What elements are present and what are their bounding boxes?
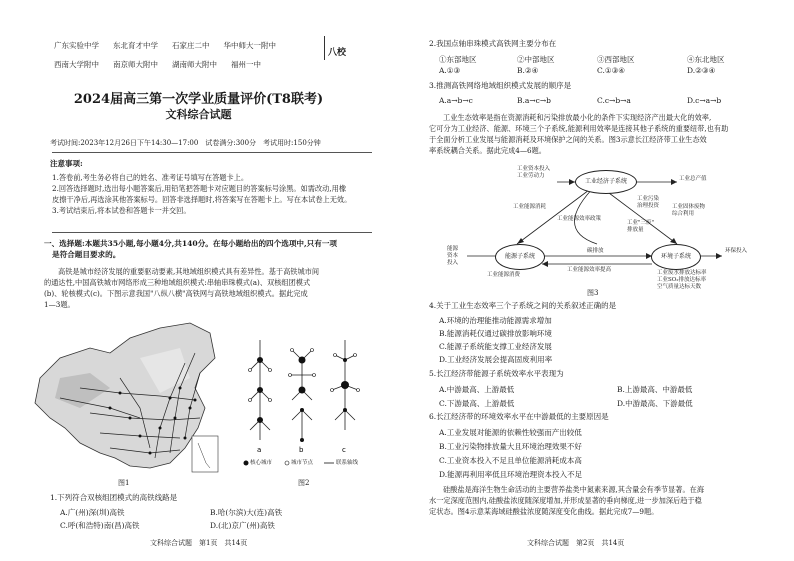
subject-title: 文科综合试题 — [165, 108, 232, 121]
label-gross-output: 工业总产值 — [679, 176, 707, 182]
q2-option-d[interactable]: D.②③④ — [687, 66, 716, 75]
q2-item-2: ②中部地区 — [517, 55, 555, 64]
label-waste-utilization: 工业固体废物 综合利用 — [672, 204, 706, 217]
q4-option-c[interactable]: C.能源子系统能支撑工业经济发展 — [439, 342, 552, 351]
legend-city-node: 城市节点 — [291, 460, 314, 466]
q3-option-b[interactable]: B.a→c→b — [517, 96, 551, 105]
school-name: 南京师大附中 — [113, 60, 158, 69]
node-energy: 能源子系统 — [495, 244, 545, 270]
q2-option-b[interactable]: B.②④ — [517, 66, 539, 75]
section-heading — [44, 238, 337, 260]
svg-text:c: c — [342, 446, 346, 454]
label-three-wastes: 工业"三废" 排放量 — [627, 220, 655, 233]
q2-option-c[interactable]: C.①③④ — [597, 66, 626, 75]
q5-stem: 5.长江经济带能源子系统效率水平表现为 — [429, 369, 564, 378]
q2-stem: 2.我国点轴串珠模式高铁网主要分布在 — [429, 39, 557, 48]
q3-option-d[interactable]: D.c→a→b — [687, 96, 722, 105]
passage-line: 它可分为工业经济、能源、环境三个子系统,能源利用效率是连接其他子系统的重要纽带,也有助 — [429, 124, 729, 133]
q5-option-a[interactable]: A.中游最高、上游最低 — [439, 385, 515, 394]
label-efficiency-improve: 工业能源效率提高 — [567, 267, 612, 273]
coupling-diagram — [447, 164, 748, 290]
node-environment: 环境子系统 — [651, 244, 701, 270]
q4-option-b[interactable]: B.能源消耗仅通过碳排放影响环境 — [439, 329, 552, 338]
divider — [52, 232, 372, 233]
q1-option-c[interactable]: C.呼(和浩特)南(昌)高铁 — [60, 521, 140, 530]
page-footer: 文科综合试题 第2页 共14页 — [527, 539, 625, 547]
note-line: 3.考试结束后,将本试卷和答题卡一并交回。 — [52, 206, 191, 215]
notes-title: 注意事项: — [50, 159, 83, 168]
q5-option-d[interactable]: D.中游最高、下游最低 — [617, 399, 693, 408]
passage-line: 定状态。图4示意某海域硅酸盐浓度随深度变化曲线。据此完成7—9题。 — [429, 507, 659, 516]
q5-option-c[interactable]: C.下游最高、上游最低 — [439, 399, 515, 408]
passage-line: (b)、轮核模式(c)。下图示意我国"八纵八横"高铁网与高铁地域组织模式。据此完成 — [44, 289, 308, 298]
school-name: 广东实验中学 — [54, 41, 99, 50]
divider — [52, 152, 372, 153]
q2-item-3: ③西部地区 — [597, 55, 635, 64]
q3-option-a[interactable]: A.a→b→c — [439, 96, 473, 105]
q1-stem: 1.下列符合双核组团模式的高铁线路是 — [50, 493, 178, 502]
svg-text:a: a — [257, 446, 262, 454]
school-name: 福州一中 — [231, 60, 261, 69]
passage-line: 水一定深度范围内,硅酸盐浓度随深度增加,并形成显著的垂向梯度,进一步加深后趋于稳 — [429, 496, 702, 505]
q2-item-1: ①东部地区 — [439, 55, 477, 64]
school-bracket — [318, 36, 325, 60]
exam-title: 2024届高三第一次学业质量评价(T8联考) — [73, 92, 324, 107]
svg-text:b: b — [299, 446, 304, 454]
school-name: 湖南师大附中 — [172, 60, 217, 69]
figure-1-caption: 图1 — [118, 479, 130, 487]
passage-line: 高铁是城市经济发展的重要驱动要素,其地域组织模式具有差异性。基于高铁城市间 — [58, 267, 320, 276]
notes — [52, 172, 351, 216]
note-line: 2.回答选择题时,选出每小题答案后,用铅笔把答题卡对应题目的答案标号涂黑。如需改动,用橡 — [52, 184, 347, 193]
passage-3 — [429, 484, 704, 517]
label-energy-consumption: 工业能源消耗 — [513, 204, 547, 210]
label-policy: 工业能源效率政策 — [557, 216, 602, 222]
note-line: 1.答卷前,考生务必将自己的姓名、准考证号填写在答题卡上。 — [52, 173, 249, 182]
passage-line: 工业生态效率是指在资源消耗和污染排放最小化的条件下实现经济产出最大化的效率, — [443, 113, 712, 122]
figure-3-caption: 图3 — [587, 289, 599, 297]
q2-option-a[interactable]: A.①③ — [439, 66, 461, 75]
q4-option-a[interactable]: A.环境的治理能推动能源需求增加 — [439, 316, 552, 325]
q4-option-d[interactable]: D.工业经济发展会提高固废利用率 — [439, 355, 553, 364]
label-energy-input: 能源 资本 投入 — [447, 246, 459, 266]
q2-item-4: ④东北地区 — [687, 55, 725, 64]
q3-stem: 3.推测高铁网络地域组织模式发展的顺序是 — [429, 81, 572, 90]
q4-stem: 4.关于工业生态效率三个子系统之间的关系叙述正确的是 — [429, 301, 617, 310]
label-carbon: 碳排放 — [587, 248, 604, 254]
legend-axis-line: 联系轴线 — [336, 460, 359, 466]
china-hsr-map — [20, 318, 224, 478]
passage-line: 的通达性,中国高铁城市网络形成三种地域组织模式:串轴串珠模式(a)、双核组团模式 — [44, 278, 311, 287]
hsr-mode-diagram — [240, 330, 368, 470]
school-list — [54, 40, 276, 78]
legend-core-city: 核心城市 — [250, 460, 273, 466]
passage-line: 于全面分析工业发展与能源消耗及环境保护之间的关系。图3示意长江经济带工业生态效 — [429, 135, 707, 144]
q6-stem: 6.长江经济带的环境效率水平在中游最低的主要原因是 — [429, 412, 609, 421]
node-economy: 工业经济子系统 — [575, 170, 637, 194]
label-pollution-investment: 工业污染 治理投资 — [637, 196, 660, 209]
passage-1 — [44, 266, 319, 310]
label-capital-input: 工业资本投入 工业劳动力 — [517, 166, 551, 179]
page-right — [397, 0, 794, 561]
figure-2-caption: 图2 — [298, 479, 310, 487]
school-group-label: 八校 — [328, 48, 347, 58]
label-env-output: 工业废水排放达标率 工业SO₂排放达标率 空气质量达标天数 — [657, 270, 707, 290]
q6-option-c[interactable]: C.工业资本投入不足且单位能源消耗成本高 — [439, 456, 582, 465]
label-env-input: 环保投入 — [725, 248, 748, 254]
note-line: 皮擦干净后,再选涂其他答案标号。回答非选择题时,将答案写在答题卡上。写在本试卷上无效。 — [52, 195, 352, 204]
label-energy-resource: 工业能源消费 — [487, 272, 521, 278]
q5-option-b[interactable]: B.上游最高、中游最低 — [617, 385, 693, 394]
q6-option-a[interactable]: A.工业发展对能源的依赖性较强而产出较低 — [439, 428, 582, 437]
passage-line: 硅酸盐是海洋生物生命活动的主要营养盐类中氮素来源,其含量会有季节显著。在海 — [443, 485, 705, 494]
school-name: 东北育才中学 — [113, 41, 158, 50]
q1-option-a[interactable]: A.广(州)深(圳)高铁 — [60, 508, 125, 517]
q6-option-d[interactable]: D.能源再利用率低且环境治理资本投入不足 — [439, 470, 583, 479]
school-name: 石家庄二中 — [172, 41, 210, 50]
q3-option-c[interactable]: C.c→b→a — [597, 96, 631, 105]
q6-option-b[interactable]: B.工业污染物排放量大且环境治理效果不好 — [439, 442, 582, 451]
school-name: 西南大学附中 — [54, 60, 99, 69]
school-name: 华中师大一附中 — [223, 41, 276, 50]
page-footer: 文科综合试题 第1页 共14页 — [150, 539, 248, 547]
q1-option-d[interactable]: D.(北)京广(州)高铁 — [210, 521, 275, 530]
exam-info: 考试时间:2023年12月26日下午14:30—17:00 试卷满分:300分 考试用时:150分钟 — [50, 139, 321, 147]
passage-2 — [429, 112, 728, 156]
q1-option-b[interactable]: B.哈(尔滨)大(连)高铁 — [210, 508, 283, 517]
section-line: 是符合题目要求的。 — [52, 250, 121, 259]
passage-line: 1—3题。 — [44, 300, 75, 309]
section-line: 一、选择题:本题共35小题,每小题4分,共140分。在每小题给出的四个选项中,只有一项 — [44, 239, 338, 248]
passage-line: 率系统耦合关系。据此完成4—6题。 — [429, 146, 546, 155]
